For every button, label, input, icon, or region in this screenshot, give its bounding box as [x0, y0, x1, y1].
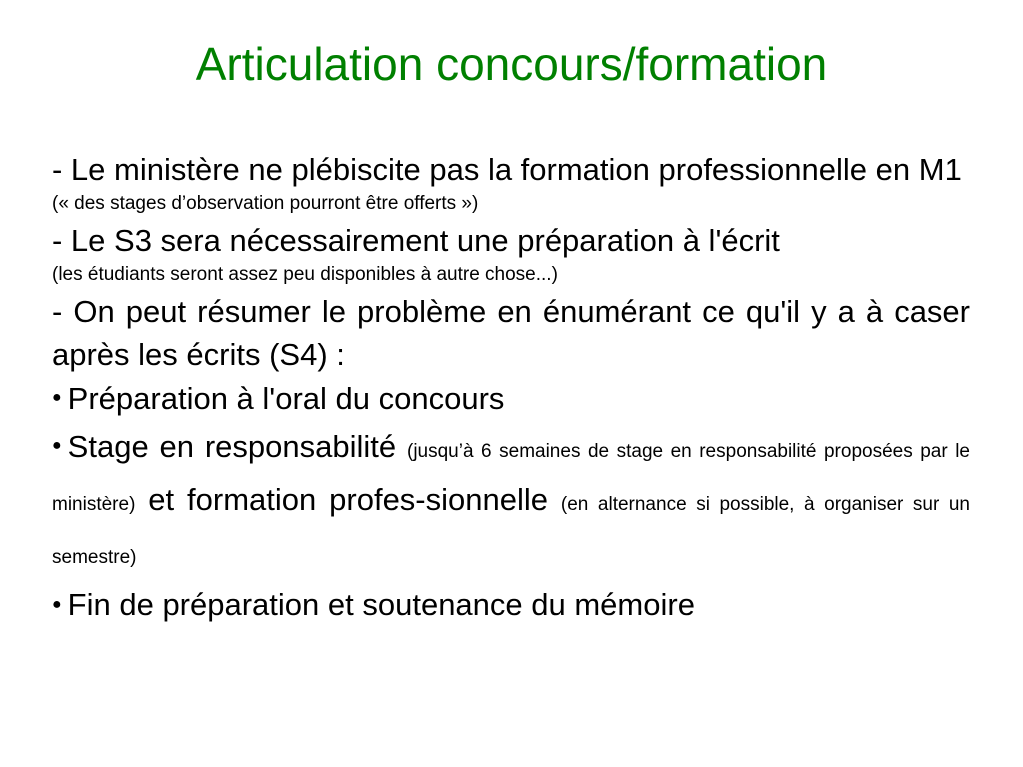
bullet-item-1 — [52, 376, 970, 423]
bullet-item-3-label: Fin de préparation et soutenance du mémoire — [67, 587, 695, 623]
point-2-note: (les étudiants seront assez peu disponibles à autre chose...) — [52, 264, 558, 285]
point-1-note: (« des stages d’observation pourront être offerts ») — [52, 193, 479, 214]
bullet-item-2-continuation: et formation profes-sionnelle — [148, 482, 548, 518]
bullet-icon: ● — [52, 437, 62, 455]
point-2-text: - Le S3 sera nécessairement une préparation à l'écrit — [52, 223, 780, 258]
bullet-item-2-label: Stage en responsabilité — [67, 429, 397, 465]
bullet-item-2 — [52, 423, 970, 582]
bullet-icon: ● — [52, 595, 62, 613]
bullet-item-3 — [52, 582, 970, 629]
bullet-icon: ● — [52, 389, 62, 407]
slide-title: Articulation concours/formation — [195, 38, 828, 90]
bullet-item-2-continuation-note: (en alternance si possible, à organiser sur un semestre) — [52, 494, 970, 569]
bullet-item-2-note: (jusqu’à 6 semaines de stage en responsabilité proposées par le ministère) — [52, 441, 970, 516]
point-3-text: - On peut résumer le problème en énumérant ce qu'il y a à caser après les écrits (S4) : — [52, 294, 970, 372]
slide-body — [52, 148, 970, 630]
bullet-item-1-label: Préparation à l'oral du concours — [67, 381, 505, 416]
point-1-text: - Le ministère ne plébiscite pas la formation professionnelle en M1 — [52, 152, 962, 187]
